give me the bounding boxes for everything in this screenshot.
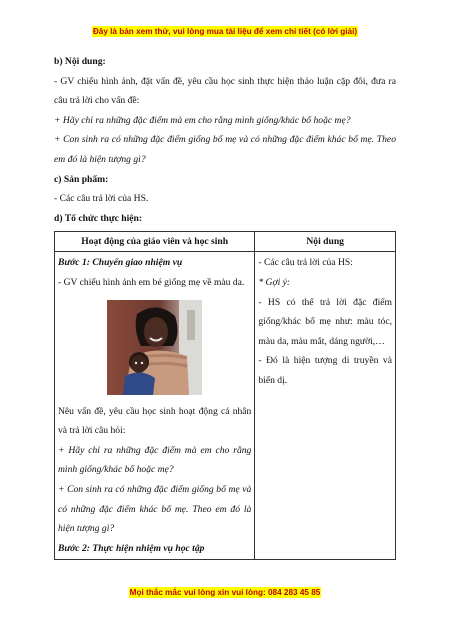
- section-b-line: - GV chiếu hình ảnh, đặt vấn đề, yêu cầu học sinh thực hiện thảo luận cặp đôi, đưa ra câu trả lời cho vấn đề:: [54, 75, 396, 107]
- activities-cell: [55, 252, 255, 560]
- hint-label: * Gợi ý:: [258, 276, 291, 288]
- table-question-2: + Con sinh ra có những đặc điểm giống bố mẹ và có những đặc điểm khác bố mẹ. Theo em đó là hiện tượng gì?: [58, 483, 252, 535]
- answer-line: - Các câu trả lời của HS:: [258, 257, 353, 269]
- mother-baby-photo: [107, 300, 202, 395]
- content-cell: [255, 252, 396, 560]
- activity-table: [54, 231, 396, 560]
- section-b-question-1: + Hãy chỉ ra những đặc điểm mà em cho rằng mình giống/khác bố hoặc mẹ?: [54, 114, 351, 126]
- task-text: Nêu vấn đề, yêu cầu học sinh hoạt động cá nhân và trả lời câu hỏi:: [58, 405, 252, 437]
- table-header-activities: Hoạt động của giáo viên và học sinh: [55, 232, 255, 252]
- table-row: [55, 252, 396, 560]
- preview-notice-banner: [0, 27, 450, 36]
- table-header-row: [55, 232, 396, 252]
- step2-title: Bước 2: Thực hiện nhiệm vụ học tập: [58, 542, 205, 554]
- hint-answer-1: - HS có thể trả lời đặc điểm giống/khác bố mẹ như: màu tóc, màu da, màu mắt, dáng người,…: [258, 296, 392, 347]
- step1-title: Bước 1: Chuyển giao nhiệm vụ: [58, 257, 183, 269]
- section-c-line: - Các câu trả lời của HS.: [54, 193, 149, 205]
- contact-banner: [0, 588, 450, 597]
- section-c-heading: c) Sản phẩm:: [54, 173, 109, 185]
- hint-answer-2: - Đó là hiện tượng di truyền và biến dị.: [258, 355, 392, 386]
- section-b-heading: b) Nội dung:: [54, 56, 106, 67]
- section-d-heading: d) Tổ chức thực hiện:: [54, 212, 143, 224]
- step1-line: - GV chiếu hình ảnh em bé giống mẹ về màu da.: [58, 276, 245, 288]
- preview-notice-text: Đây là bản xem thử, vui lòng mua tài liệu để xem chi tiết (có lời giải): [92, 27, 358, 36]
- contact-text: Mọi thắc mắc vui lòng xin vui lòng: 084 283 45 85: [129, 588, 321, 597]
- document-body: [54, 52, 396, 560]
- section-b-question-2: + Con sinh ra có những đặc điểm giống bố mẹ và có những đặc điểm khác bố mẹ. Theo em đó là hiện tượng gì?: [54, 134, 396, 165]
- table-header-content: Nội dung: [255, 232, 396, 252]
- table-question-1: + Hãy chỉ ra những đặc điểm mà em cho rằng mình giống/khác bố hoặc mẹ?: [58, 444, 252, 476]
